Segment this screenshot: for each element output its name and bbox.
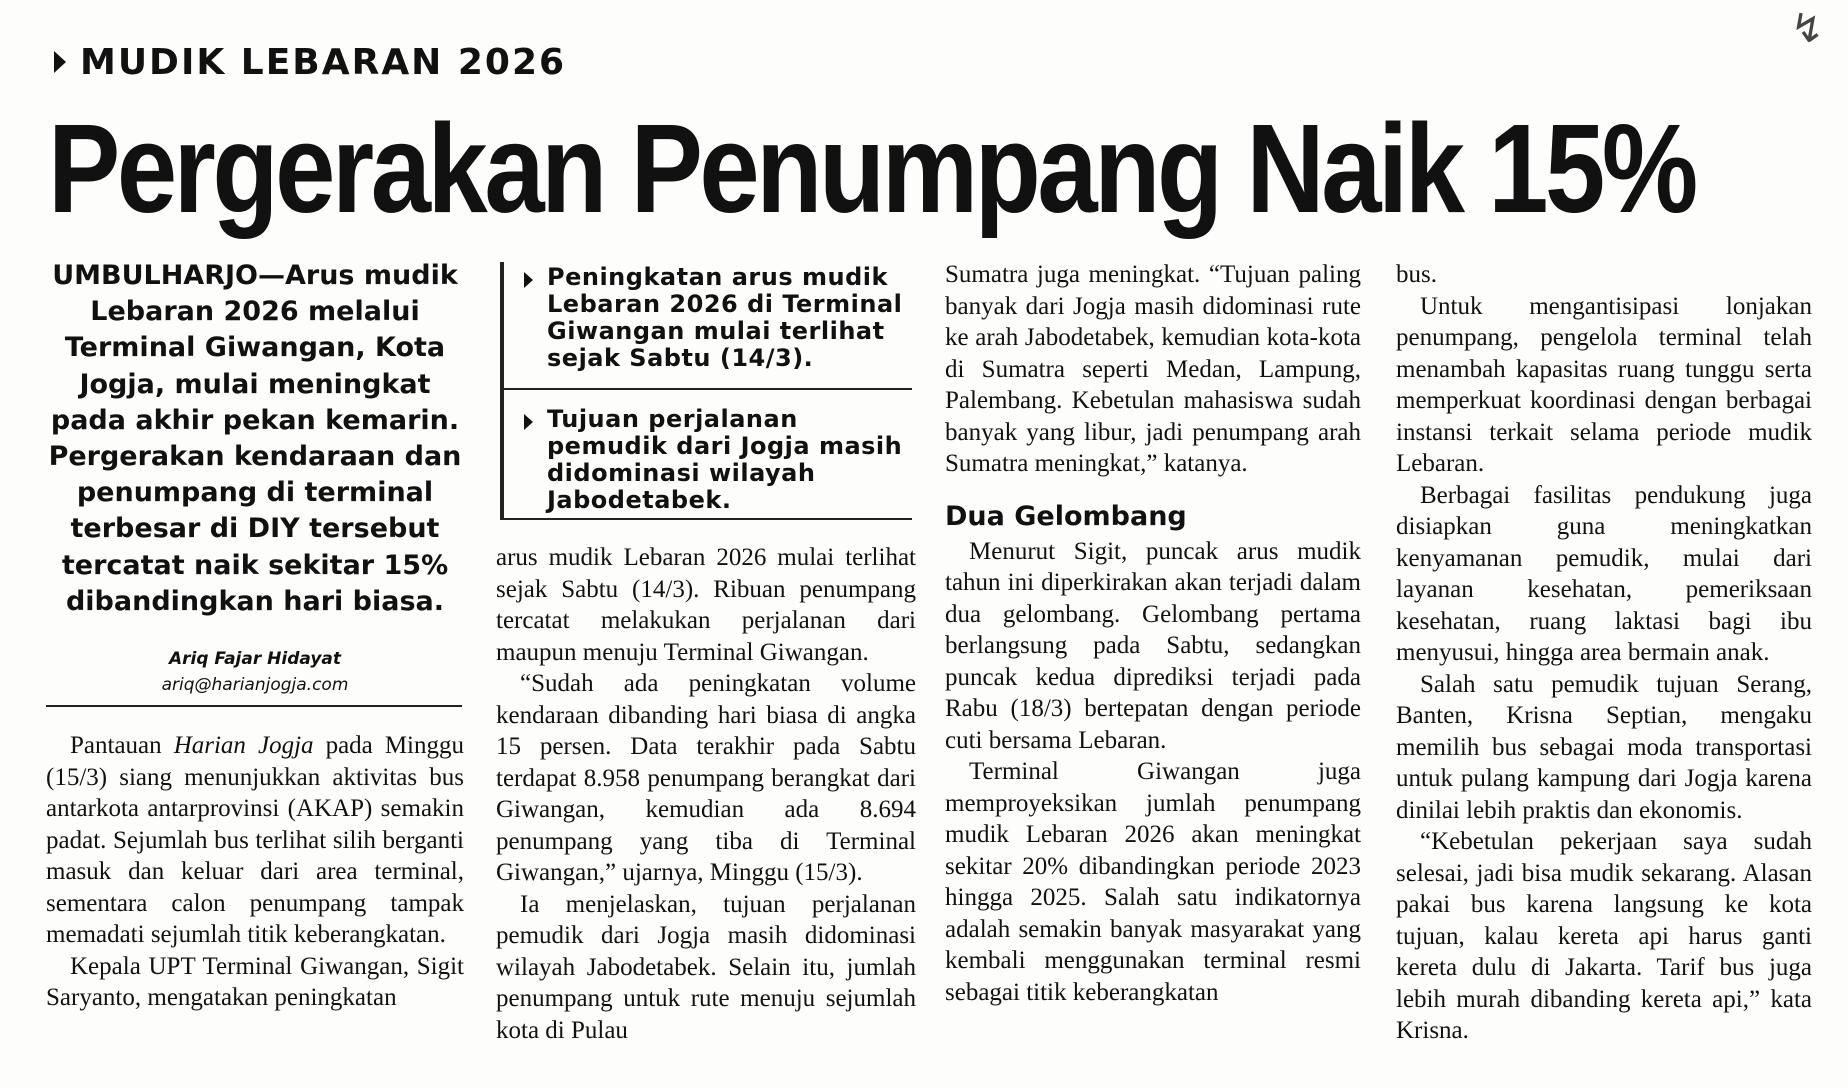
body-paragraph: Untuk mengantisipasi lonjakan penumpang, pengelola terminal telah menambah kapasitas ruang tunggu serta memperkuat koordinasi dengan berbagai instansi terkait selama periode mudik Lebaran. <box>1396 292 1812 477</box>
body-column-1 <box>46 730 464 1014</box>
body-paragraph: bus. <box>1396 261 1437 288</box>
body-paragraph: “Kebetulan pekerjaan saya sudah selesai, jadi bisa mudik sekarang. Alasan pakai bus karena langsung ke kota tujuan, kalau kereta api harus ganti kereta dulu di Jakarta. Tarif bus juga lebih murah dibanding kereta api,” kata Krisna. <box>1396 828 1812 1044</box>
byline <box>46 646 464 698</box>
body-paragraph: Menurut Sigit, puncak arus mudik tahun ini diperkirakan akan terjadi dalam dua gelombang. Gelombang pertama berlangsung pada Sabtu, sedangkan puncak kedua diprediksi terjadi pada Rabu (18/3) bertepatan dengan periode cuti bersama Lebaran. <box>945 537 1361 754</box>
subheading: Dua Gelombang <box>945 500 1187 532</box>
kicker-label: MUDIK LEBARAN 2026 <box>80 41 567 83</box>
section-kicker <box>54 38 566 86</box>
body-paragraph: arus mudik Lebaran 2026 mulai terlihat sejak Sabtu (14/3). Ribuan penumpang tercatat melakukan perjalanan dari maupun menuju Terminal Giwangan. <box>496 544 916 666</box>
bullet-arrow-icon <box>524 272 533 288</box>
body-paragraph: “Sudah ada peningkatan volume kendaraan dibanding hari biasa di angka 15 persen. Data terakhir pada Sabtu terdapat 8.958 penumpang berangkat dari Giwangan, kemudian ada 8.694 penumpang yang tiba di Terminal Giwangan,” ujarnya, Minggu (15/3). <box>496 670 916 886</box>
headline: Pergerakan Penumpang Naik 15% <box>48 98 1695 239</box>
body-paragraph: Kepala UPT Terminal Giwangan, Sigit Saryanto, mengatakan peningkatan <box>46 952 464 1011</box>
body-column-2 <box>496 542 916 1046</box>
author-name: Ariq Fajar Hidayat <box>168 649 342 669</box>
body-paragraph: Berbagai fasilitas pendukung juga disiapkan guna meningkatkan kenyamanan pemudik, mulai dari layanan kesehatan, pemeriksaan kesehatan, ruang laktasi bagi ibu menyusui, hingga area bermain anak. <box>1396 481 1812 666</box>
highlight-item: Tujuan perjalanan pemudik dari Jogja masih didominasi wilayah Jabodetabek. <box>500 404 912 524</box>
body-column-4 <box>1396 259 1812 1047</box>
lead-divider <box>46 705 462 707</box>
highlight-divider <box>504 388 912 390</box>
pen-mark-icon: ↯ <box>1790 6 1824 52</box>
body-paragraph: Ia menjelaskan, tujuan perjalanan pemudik dari Jogja masih didominasi wilayah Jabodetabek. Selain itu, jumlah penumpang untuk rute menuju sejumlah kota di Pulau <box>496 890 916 1044</box>
body-paragraph: Sumatra juga meningkat. “Tujuan paling banyak dari Jogja masih didominasi rute ke arah Jabodetabek, kemudian kota-kota di Sumatra seperti Medan, Lampung, Palembang. Kebetulan mahasiswa sudah banyak yang libur, jadi penumpang arah Sumatra meningkat,” katanya. <box>945 261 1361 477</box>
bullet-arrow-icon <box>524 414 533 430</box>
body-column-3 <box>945 259 1361 1008</box>
highlight-item: Peningkatan arus mudik Lebaran 2026 di Terminal Giwangan mulai terlihat sejak Sabtu (14/3). <box>500 262 912 382</box>
highlights-box <box>500 262 912 524</box>
body-paragraph: Pantauan Harian Jogja pada Minggu (15/3) siang menunjukkan aktivitas bus antarkota antarprovinsi (AKAP) semakin padat. Sejumlah bus terlihat silih berganti masuk dan keluar dari area terminal, sementara calon penumpang tampak memadati sejumlah titik keberangkatan. <box>46 732 464 948</box>
body-paragraph: Terminal Giwangan juga memproyeksikan jumlah penumpang mudik Lebaran 2026 akan meningkat sekitar 20% dibandingkan periode 2023 hingga 2025. Salah satu indikatornya adalah semakin banyak masyarakat yang kembali menggunakan terminal resmi sebagai titik keberangkatan <box>945 758 1361 1006</box>
body-paragraph: Salah satu pemudik tujuan Serang, Banten, Krisna Septian, mengaku memilih bus sebagai moda transportasi untuk pulang kampung dari Jogja karena dinilai lebih praktis dan ekonomis. <box>1396 670 1812 824</box>
author-email: ariq@harianjogja.com <box>161 675 349 695</box>
highlights-bottom-rule <box>500 518 912 520</box>
lead-paragraph: UMBULHARJO—Arus mudik Lebaran 2026 melalui Terminal Giwangan, Kota Jogja, mulai meningkat pada akhir pekan kemarin. Pergerakan kendaraan dan penumpang di terminal terbesar di DIY tersebut tercatat naik sekitar 15% dibandingkan hari biasa. <box>48 260 462 617</box>
kicker-arrow-icon <box>54 51 66 73</box>
